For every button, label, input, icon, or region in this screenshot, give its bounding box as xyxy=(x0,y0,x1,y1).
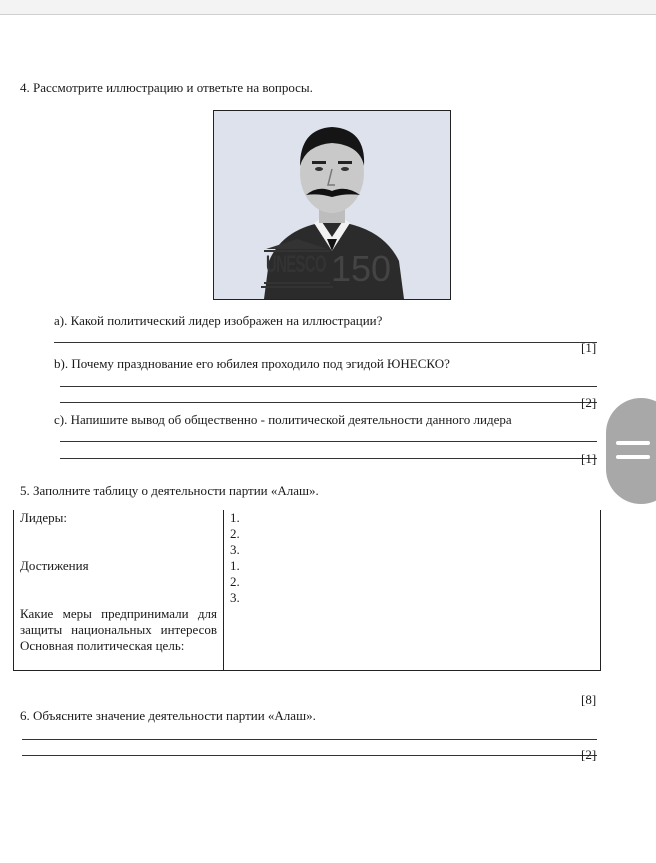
leaders-num-1[interactable]: 1. xyxy=(224,510,601,526)
q6-title: 6. Объясните значение деятельности партии «Алаш». xyxy=(20,708,316,723)
q5-mark: [8] xyxy=(581,692,597,707)
answer-line-q4b-1[interactable] xyxy=(60,386,597,387)
measures-cell xyxy=(14,606,224,638)
goal-label: Основная политическая цель: xyxy=(14,638,224,671)
handle-bar-icon xyxy=(616,441,650,445)
achievements-label: Достижения xyxy=(14,558,224,574)
q6-mark: [2] xyxy=(581,747,597,762)
table-row xyxy=(14,638,601,671)
portrait-illustration xyxy=(213,110,451,300)
goal-answer-cell[interactable] xyxy=(224,638,601,671)
q4c-question: c). Напишите вывод об общественно - политической деятельности данного лидера xyxy=(54,412,512,427)
empty-cell xyxy=(14,574,224,590)
table-row xyxy=(14,574,601,590)
answer-line-q4c-2[interactable] xyxy=(60,458,597,459)
achievements-num-2[interactable]: 2. xyxy=(224,574,601,590)
measures-answer-cell[interactable] xyxy=(224,606,601,638)
q4b-mark: [2] xyxy=(581,395,597,410)
q4c-mark: [1] xyxy=(581,451,597,466)
measures-label: Какие меры предпринимали для защиты национальных интересов xyxy=(20,606,217,637)
achievements-num-1[interactable]: 1. xyxy=(224,558,601,574)
q4b-question: b). Почему празднование его юбилея проходило под эгидой ЮНЕСКО? xyxy=(54,356,450,371)
alash-table xyxy=(13,510,601,671)
unesco-logo-text: UNESCO xyxy=(266,251,326,278)
table-row xyxy=(14,526,601,542)
top-bar xyxy=(0,0,656,15)
q4-title: 4. Рассмотрите иллюстрацию и ответьте на вопросы. xyxy=(20,80,313,95)
table-row xyxy=(14,606,601,638)
leaders-label: Лидеры: xyxy=(14,510,224,526)
leaders-num-3[interactable]: 3. xyxy=(224,542,601,558)
q4a-mark: [1] xyxy=(581,340,597,355)
empty-cell xyxy=(14,590,224,606)
anniversary-number: 150 xyxy=(331,248,392,289)
answer-line-q6-2[interactable] xyxy=(22,755,597,756)
achievements-num-3[interactable]: 3. xyxy=(224,590,601,606)
q5-title: 5. Заполните таблицу о деятельности партии «Алаш». xyxy=(20,483,319,498)
scroll-handle[interactable] xyxy=(606,398,656,504)
empty-cell xyxy=(14,542,224,558)
table-row xyxy=(14,590,601,606)
table-row xyxy=(14,510,601,526)
table-row xyxy=(14,542,601,558)
answer-line-q4a[interactable] xyxy=(54,342,597,343)
q4a-question: а). Какой политический лидер изображен на иллюстрации? xyxy=(54,313,383,328)
answer-line-q6-1[interactable] xyxy=(22,739,597,740)
empty-cell xyxy=(14,526,224,542)
table-row xyxy=(14,558,601,574)
handle-bar-icon xyxy=(616,455,650,459)
leaders-num-2[interactable]: 2. xyxy=(224,526,601,542)
answer-line-q4b-2[interactable] xyxy=(60,402,597,403)
answer-line-q4c-1[interactable] xyxy=(60,441,597,442)
